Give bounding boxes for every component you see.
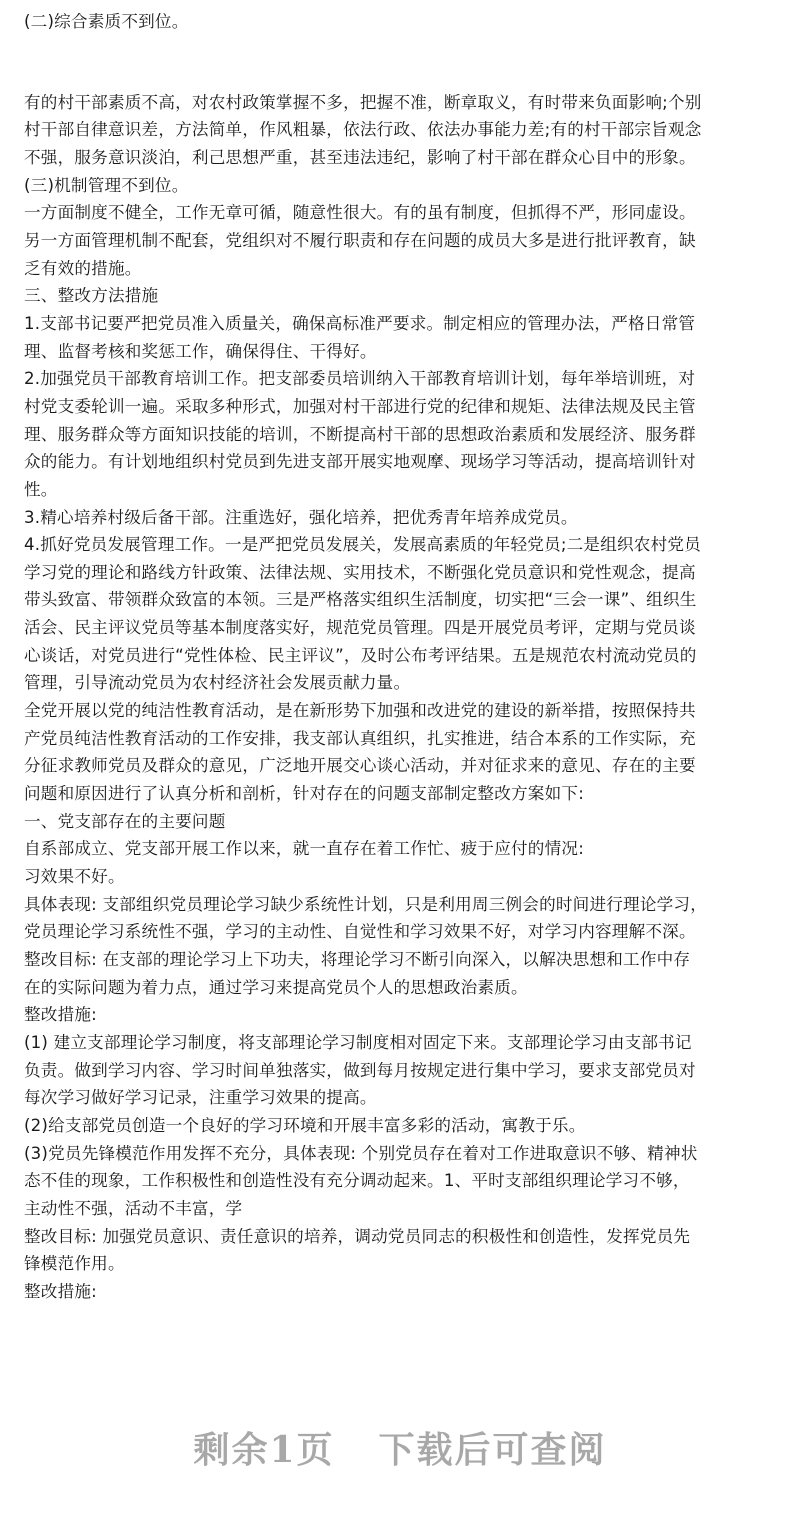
- text-line: 不强，服务意识淡泊，利己思想严重，甚至违法违纪，影响了村干部在群众心目中的形象。: [24, 147, 696, 167]
- text-line: 一、党支部存在的主要问题: [24, 811, 226, 831]
- section-heading: (二)综合素质不到位。: [24, 12, 189, 31]
- document-text: [24, 89, 784, 1306]
- text-line: 活会、民主评议党员等基本制度落实好，规范党员管理。四是开展党员考评，定期与党员谈: [24, 618, 696, 638]
- text-line: 分征求教师党员及群众的意见，广泛地开展交心谈心活动，并对征求来的意见、存在的主要: [24, 756, 696, 776]
- text-line: (三)机制管理不到位。: [24, 175, 189, 195]
- text-line: 整改措施:: [24, 1281, 97, 1301]
- text-line: 有的村干部素质不高，对农村政策掌握不多，把握不准，断章取义，有时带来负面影响;个别: [24, 92, 702, 112]
- text-line: 负责。做到学习内容、学习时间单独落实，做到每月按规定进行集中学习，要求支部党员对: [24, 1060, 696, 1080]
- remaining-pages-label: 剩余1页: [193, 1429, 335, 1471]
- text-line: 自系部成立、党支部开展工作以来，就一直存在着工作忙、疲于应付的情况:: [24, 839, 584, 859]
- text-line: 管理，引导流动党员为农村经济社会发展贡献力量。: [24, 673, 411, 693]
- blank-space: [24, 36, 784, 89]
- text-line: 4.抓好党员发展管理工作。一是严把党员发展关，发展高素质的年轻党员;二是组织农村党员: [24, 535, 701, 555]
- text-line: 另一方面管理机制不配套，党组织对不履行职责和存在问题的成员大多是进行批评教育，缺: [24, 230, 696, 250]
- text-line: 村干部自律意识差，方法简单，作风粗暴，依法行政、依法办事能力差;有的村干部宗旨观念: [24, 120, 702, 140]
- text-line: 具体表现: 支部组织党员理论学习缺少系统性计划，只是利用周三例会的时间进行理论学习，: [24, 894, 708, 914]
- text-line: 理、监督考核和奖惩工作，确保得住、干得好。: [24, 341, 377, 361]
- text-line: 党员理论学习系统性不强，学习的主动性、自觉性和学习效果不好，对学习内容理解不深。: [24, 922, 696, 942]
- text-line: 态不佳的现象，工作积极性和创造性没有充分调动起来。1、平时支部组织理论学习不够，: [24, 1171, 690, 1191]
- text-line: 三、整改方法措施: [24, 286, 159, 306]
- text-line: 学习党的理论和路线方针政策、法律法规、实用技术，不断强化党员意识和党性观念，提高: [24, 562, 696, 582]
- text-line: 整改目标: 加强党员意识、责任意识的培养，调动党员同志的积极性和创造性，发挥党员先: [24, 1226, 691, 1246]
- text-line: 众的能力。有计划地组织村党员到先进支部开展实地观摩、现场学习等活动，提高培训针对: [24, 452, 696, 472]
- text-line: 心谈话，对党员进行“党性体检、民主评议”，及时公布考评结果。五是规范农村流动党员的: [24, 645, 697, 665]
- text-line: 一方面制度不健全，工作无章可循，随意性很大。有的虽有制度，但抓得不严，形同虚设。: [24, 203, 696, 223]
- text-line: 理、服务群众等方面知识技能的培训，不断提高村干部的思想政治素质和发展经济、服务群: [24, 424, 696, 444]
- text-line: 性。: [24, 479, 58, 499]
- text-line: 产党员纯洁性教育活动的工作安排，我支部认真组织，扎实推进，结合本系的工作实际，充: [24, 728, 696, 748]
- text-line: 整改目标: 在支部的理论学习上下功夫，将理论学习不断引向深入，以解决思想和工作中存: [24, 950, 691, 969]
- text-line: 主动性不强，活动不丰富，学: [24, 1198, 243, 1218]
- text-line: 乏有效的措施。: [24, 258, 142, 278]
- text-line: (1) 建立支部理论学习制度，将支部理论学习制度相对固定下来。支部理论学习由支部书记: [24, 1032, 692, 1052]
- text-line: 带头致富、带领群众致富的本领。三是严格落实组织生活制度，切实把“三会一课”、组织生: [24, 590, 697, 610]
- text-line: 2.加强党员干部教育培训工作。把支部委员培训纳入干部教育培训计划，每年举培训班，对: [24, 369, 696, 389]
- text-line: 在的实际问题为着力点，通过学习来提高党员个人的思想政治素质。: [24, 977, 528, 997]
- text-line: 锋模范作用。: [24, 1254, 125, 1274]
- download-to-view-label[interactable]: 下载后可查阅: [378, 1429, 607, 1471]
- text-line: 村党支委轮训一遍。采取多种形式，加强对村干部进行党的纪律和规矩、法律法规及民主管: [24, 396, 696, 416]
- document-body: [24, 8, 784, 1306]
- text-line: 习效果不好。: [24, 867, 125, 887]
- text-line: 每次学习做好学习记录，注重学习效果的提高。: [24, 1088, 377, 1108]
- text-line: 1.支部书记要严把党员准入质量关，确保高标准严要求。制定相应的管理办法，严格日常管: [24, 313, 696, 333]
- text-line: (2)给支部党员创造一个良好的学习环境和开展丰富多彩的活动，寓教于乐。: [24, 1115, 586, 1135]
- text-line: 3.精心培养村级后备干部。注重选好，强化培养，把优秀青年培养成党员。: [24, 507, 578, 527]
- text-line: (3)党员先锋模范作用发挥不充分，具体表现: 个别党员存在着对工作进取意识不够、精神状: [24, 1143, 698, 1163]
- text-line: 全党开展以党的纯洁性教育活动，是在新形势下加强和改进党的建设的新举措，按照保持共: [24, 701, 696, 721]
- text-line: 整改措施:: [24, 1005, 97, 1025]
- download-prompt[interactable]: [0, 1422, 800, 1473]
- text-line: 问题和原因进行了认真分析和剖析，针对存在的问题支部制定整改方案如下:: [24, 784, 584, 804]
